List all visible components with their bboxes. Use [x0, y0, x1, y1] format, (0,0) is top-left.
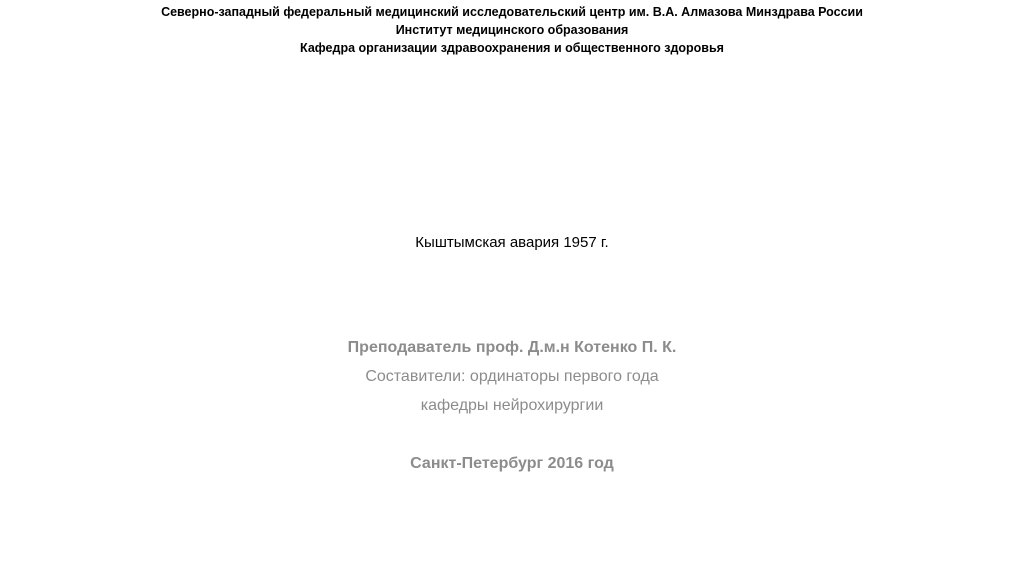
institute-name: Институт медицинского образования — [395, 23, 629, 37]
institution-name: Северно-западный федеральный медицинский исследовательский центр им. В.А. Алмазова Минздрава России — [161, 5, 863, 19]
authors-line-2: кафедры нейрохирургии — [420, 397, 604, 414]
institution-header — [0, 3, 1024, 57]
city-year-line: Санкт-Петербург 2016 год — [410, 455, 614, 472]
authors-line-1: Составители: ординаторы первого года — [365, 368, 659, 385]
department-name: Кафедра организации здравоохранения и общественного здоровья — [300, 41, 724, 55]
spacer — [0, 420, 1024, 449]
slide-title: Кыштымская авария 1957 г. — [415, 234, 609, 251]
credits-block — [0, 333, 1024, 478]
teacher-line: Преподаватель проф. Д.м.н Котенко П. К. — [347, 339, 677, 356]
